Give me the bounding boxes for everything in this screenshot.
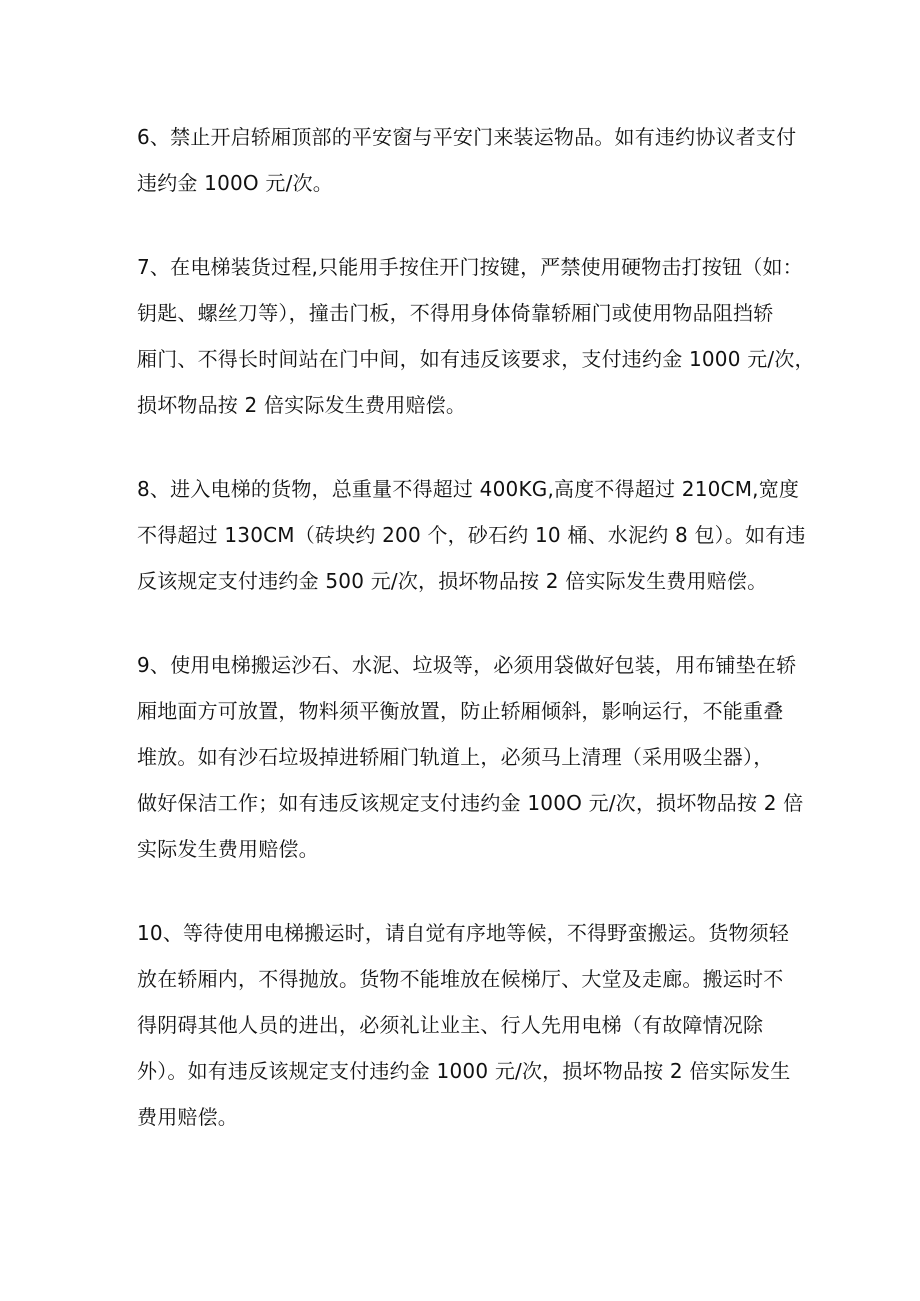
paragraph-10: [137, 910, 805, 1140]
paragraph-line: 10、等待使用电梯搬运时，请自觉有序地等候，不得野蛮搬运。货物须轻: [137, 921, 790, 945]
paragraph-line: 反该规定支付违约金 500 元/次，损坏物品按 2 倍实际发生费用赔偿。: [137, 569, 768, 593]
paragraph-line: 9、使用电梯搬运沙石、水泥、垃圾等，必须用袋做好包装，用布铺垫在轿: [137, 653, 797, 677]
paragraph-line: 外）。如有违反该规定支付违约金 1000 元/次，损坏物品按 2 倍实际发生: [137, 1059, 791, 1083]
paragraph-7: [137, 244, 815, 428]
paragraph-line: 钥匙、螺丝刀等），撞击门板，不得用身体倚靠轿厢门或使用物品阻挡轿: [137, 301, 774, 325]
paragraph-line: 违约金 100O 元/次。: [137, 171, 333, 195]
paragraph-line: 7、在电梯装货过程,只能用手按住开门按键，严禁使用硬物击打按钮（如：: [137, 255, 803, 279]
paragraph-line: 得阴碍其他人员的进出，必须礼让业主、行人先用电梯（有故障情况除: [137, 1013, 764, 1037]
paragraph-line: 厢地面方可放置，物料须平衡放置，防止轿厢倾斜，影响运行，不能重叠: [137, 699, 784, 723]
paragraph-line: 实际发生费用赔偿。: [137, 837, 319, 861]
paragraph-line: 费用赔偿。: [137, 1105, 238, 1129]
paragraph-line: 做好保洁工作；如有违反该规定支付违约金 100O 元/次，损坏物品按 2 倍: [137, 791, 804, 815]
paragraph-line: 6、禁止开启轿厢顶部的平安窗与平安门来装运物品。如有违约协议者支付: [137, 125, 797, 149]
paragraph-9: [137, 642, 805, 872]
paragraph-line: 8、进入电梯的货物，总重量不得超过 400KG,高度不得超过 210CM,宽度: [137, 477, 800, 501]
paragraph-line: 放在轿厢内，不得抛放。货物不能堆放在候梯厅、大堂及走廊。搬运时不: [137, 967, 784, 991]
document-body: [137, 114, 815, 1178]
paragraph-line: 堆放。如有沙石垃圾掉进轿厢门轨道上，必须马上清理（采用吸尘器），: [137, 745, 774, 769]
paragraph-line: 厢门、不得长时间站在门中间，如有违反该要求，支付违约金 1000 元/次，: [137, 347, 815, 371]
paragraph-8: [137, 466, 805, 604]
paragraph-line: 损坏物品按 2 倍实际发生费用赔偿。: [137, 393, 467, 417]
paragraph-6: [137, 114, 805, 206]
paragraph-line: 不得超过 130CM（砖块约 200 个，砂石约 10 桶、水泥约 8 包）。如有违: [137, 523, 806, 547]
